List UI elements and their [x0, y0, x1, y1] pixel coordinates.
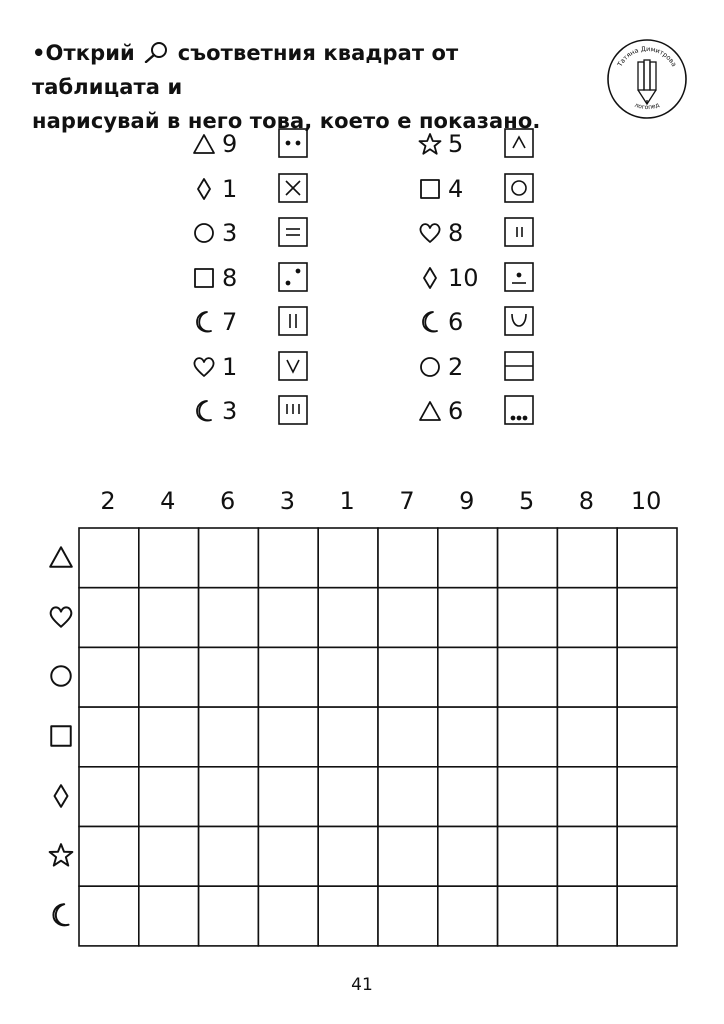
grid-column-label: 10 [630, 487, 662, 515]
instructions-title [32, 36, 592, 138]
grid-cell[interactable] [79, 767, 139, 827]
grid-cell[interactable] [79, 528, 139, 588]
pattern-three-vertical-icon [278, 395, 308, 425]
circle-icon [192, 222, 216, 244]
grid-cell[interactable] [557, 647, 617, 707]
grid-cell[interactable] [378, 707, 438, 767]
pattern-x-icon [278, 173, 308, 203]
grid-cell[interactable] [79, 707, 139, 767]
grid-cell[interactable] [199, 528, 259, 588]
grid-cell[interactable] [617, 886, 677, 946]
grid-cell[interactable] [378, 886, 438, 946]
grid-cell[interactable] [438, 886, 498, 946]
title-line1: съответния квадрат от таблицата и [32, 41, 459, 99]
moon-icon [192, 400, 216, 422]
clue-row [418, 261, 548, 295]
grid-cell[interactable] [258, 707, 318, 767]
grid-cell[interactable] [438, 588, 498, 648]
grid-cell[interactable] [318, 588, 378, 648]
grid-cell[interactable] [139, 827, 199, 887]
grid-cell[interactable] [378, 767, 438, 827]
grid-column-label: 8 [578, 487, 595, 515]
pattern-caret-icon [504, 128, 534, 158]
grid-cell[interactable] [378, 528, 438, 588]
grid-cell[interactable] [438, 767, 498, 827]
triangle-icon [192, 133, 216, 155]
clue-number: 2 [448, 352, 464, 381]
pattern-half-icon [504, 351, 534, 381]
grid-cell[interactable] [557, 588, 617, 648]
grid-cell[interactable] [617, 767, 677, 827]
logo-role: логопед [633, 101, 661, 112]
triangle-icon [48, 544, 74, 570]
clue-number: 1 [222, 174, 238, 203]
clue-number: 6 [448, 308, 464, 336]
grid-cell[interactable] [318, 647, 378, 707]
title-lead: •Открий [32, 41, 135, 65]
grid-cell[interactable] [557, 707, 617, 767]
grid-column-label: 2 [100, 487, 116, 515]
grid-cell[interactable] [498, 647, 558, 707]
grid-cell[interactable] [139, 767, 199, 827]
grid-cell[interactable] [199, 588, 259, 648]
clue-row [192, 216, 322, 250]
grid-cell[interactable] [139, 588, 199, 648]
clue-number: 10 [448, 263, 479, 292]
moon-icon [418, 311, 442, 333]
clue-row [192, 127, 322, 161]
grid-cell[interactable] [258, 827, 318, 887]
clue-row [418, 216, 548, 250]
grid-column-label: 6 [219, 487, 236, 515]
clue-number: 5 [448, 130, 464, 158]
clue-number: 6 [448, 397, 464, 425]
grid-cell[interactable] [139, 886, 199, 946]
pattern-v-icon [278, 351, 308, 381]
grid-cell[interactable] [498, 588, 558, 648]
grid-cell[interactable] [557, 827, 617, 887]
grid-cell[interactable] [378, 647, 438, 707]
square-icon [48, 723, 74, 749]
grid-cell[interactable] [378, 588, 438, 648]
grid-cell[interactable] [199, 886, 259, 946]
circle-icon [418, 356, 442, 378]
grid-cell[interactable] [139, 528, 199, 588]
title-line2: нарисувай в него това, което е показано. [32, 109, 541, 133]
grid-cell[interactable] [378, 827, 438, 887]
clue-number: 4 [448, 174, 464, 203]
clue-number: 3 [222, 397, 238, 425]
grid-cell[interactable] [318, 528, 378, 588]
diamond-icon [48, 783, 74, 809]
grid-column-label: 1 [339, 487, 355, 515]
grid-cell[interactable] [79, 827, 139, 887]
clue-number: 1 [222, 352, 238, 381]
clue-row [418, 172, 548, 206]
grid-cell[interactable] [199, 767, 259, 827]
moon-icon [48, 902, 74, 928]
clue-row [192, 261, 322, 295]
answer-grid [78, 527, 678, 947]
diamond-icon [418, 267, 442, 289]
grid-column-label: 9 [459, 487, 475, 515]
grid-cell[interactable] [258, 767, 318, 827]
page-number: 41 [351, 975, 373, 995]
star-icon [48, 842, 74, 868]
grid-cell[interactable] [318, 886, 378, 946]
pencils-icon [638, 60, 656, 104]
grid-cell[interactable] [79, 886, 139, 946]
pattern-u-icon [504, 306, 534, 336]
grid-column-label: 5 [518, 487, 535, 515]
grid-cell[interactable] [557, 886, 617, 946]
grid-cell[interactable] [498, 528, 558, 588]
grid-cell[interactable] [258, 647, 318, 707]
grid-cell[interactable] [139, 707, 199, 767]
grid-cell[interactable] [557, 767, 617, 827]
pattern-two-dots-icon [278, 128, 308, 158]
grid-cell[interactable] [258, 588, 318, 648]
heart-icon [192, 356, 216, 378]
triangle-icon [418, 400, 442, 422]
grid-cell[interactable] [498, 767, 558, 827]
grid-column-label: 4 [160, 487, 176, 515]
grid-cell[interactable] [557, 528, 617, 588]
circle-icon [48, 663, 74, 689]
moon-icon [192, 311, 216, 333]
clue-row [192, 305, 322, 339]
magnifier-icon [142, 41, 170, 63]
clue-row [192, 394, 322, 428]
grid-cell[interactable] [617, 827, 677, 887]
diamond-icon [192, 178, 216, 200]
grid-cell[interactable] [318, 767, 378, 827]
logo-name: Татяна Димитрова [615, 44, 679, 69]
grid-cell[interactable] [258, 528, 318, 588]
grid-cell[interactable] [438, 647, 498, 707]
grid-cell[interactable] [438, 528, 498, 588]
grid-cell[interactable] [79, 647, 139, 707]
clue-number: 3 [222, 219, 238, 247]
grid-cell[interactable] [199, 707, 259, 767]
heart-icon [48, 604, 74, 630]
clue-row [418, 394, 548, 428]
pattern-two-vertical-short-icon [504, 217, 534, 247]
grid-cell[interactable] [617, 588, 677, 648]
square-icon [192, 267, 216, 289]
grid-cell[interactable] [498, 707, 558, 767]
grid-cell[interactable] [498, 886, 558, 946]
clue-number: 9 [222, 130, 238, 158]
svg-text:Татяна Димитрова [615, 45, 678, 69]
star-icon [418, 133, 442, 155]
grid-cell[interactable] [438, 827, 498, 887]
grid-cell[interactable] [617, 528, 677, 588]
grid-cell[interactable] [318, 707, 378, 767]
pattern-three-dots-icon [504, 395, 534, 425]
clue-row [192, 350, 322, 384]
grid-cell[interactable] [498, 827, 558, 887]
grid-column-label: 7 [399, 487, 415, 515]
pattern-two-vertical-icon [278, 306, 308, 336]
clue-number: 8 [448, 219, 464, 247]
grid-cell[interactable] [617, 647, 677, 707]
clue-number: 7 [222, 308, 238, 336]
grid-cell[interactable] [617, 707, 677, 767]
grid-cell[interactable] [79, 588, 139, 648]
clue-row [418, 350, 548, 384]
clue-row [418, 127, 548, 161]
pattern-equals-icon [278, 217, 308, 247]
pattern-dot-line-icon [504, 262, 534, 292]
grid-cell[interactable] [199, 647, 259, 707]
clue-row [418, 305, 548, 339]
square-icon [418, 178, 442, 200]
pattern-circle-icon [504, 173, 534, 203]
grid-cell[interactable] [438, 707, 498, 767]
grid-cell[interactable] [258, 886, 318, 946]
logopedist-logo [606, 38, 688, 120]
grid-cell[interactable] [318, 827, 378, 887]
grid-cell[interactable] [139, 647, 199, 707]
pattern-diagonal-dots-icon [278, 262, 308, 292]
clue-row [192, 172, 322, 206]
grid-column-label: 3 [279, 487, 296, 515]
grid-cell[interactable] [199, 827, 259, 887]
heart-icon [418, 222, 442, 244]
clue-number: 8 [222, 263, 238, 292]
